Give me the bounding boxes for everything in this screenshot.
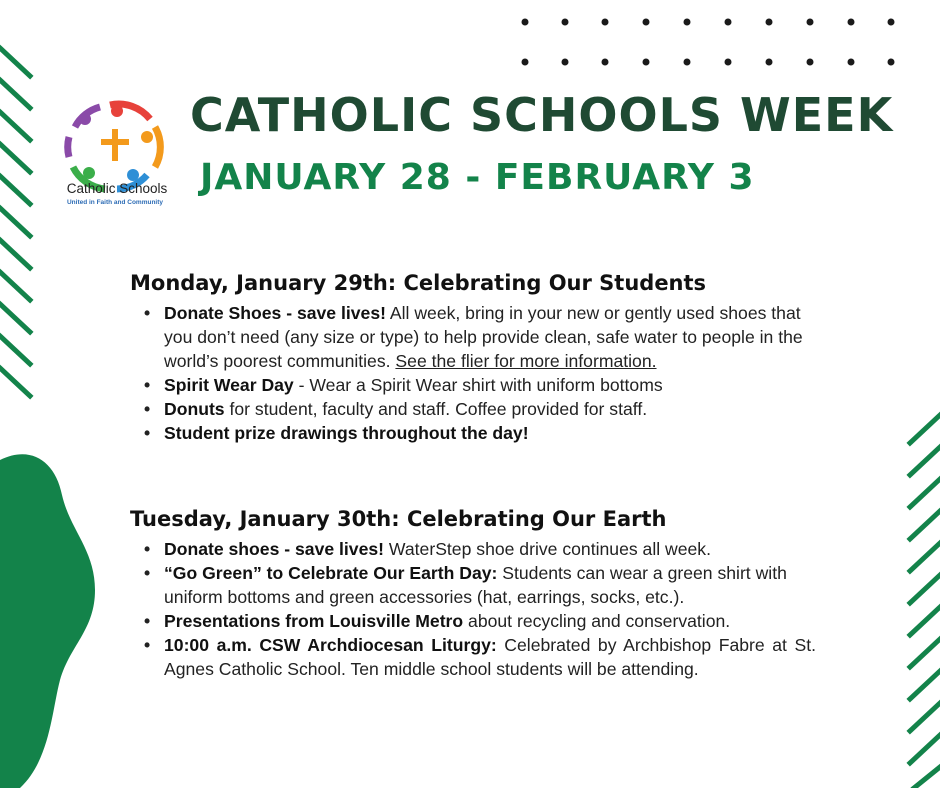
- list-item: • Donate Shoes - save lives! All week, bring in your new or gently used shoes that you don’t need (any size or type) to help provide clean, safe water to people in the world’s poorest communities. See the flier for more information.: [164, 301, 816, 373]
- green-blob-shape: [0, 440, 120, 788]
- right-stripe-pattern: [904, 405, 940, 788]
- list-item: • Donuts for student, faculty and staff. Coffee provided for staff.: [164, 397, 816, 421]
- tuesday-section: [130, 507, 830, 681]
- monday-section: [130, 271, 830, 445]
- list-item: • Presentations from Louisville Metro about recycling and conservation.: [164, 609, 816, 633]
- tuesday-heading: Tuesday, January 30th: Celebrating Our Earth: [130, 507, 667, 531]
- list-item: • 10:00 a.m. CSW Archdiocesan Liturgy: Celebrated by Archbishop Fabre at St. Agnes Catholic School. Ten middle school students will be attending.: [164, 633, 816, 681]
- date-range: JANUARY 28 - FEBRUARY 3: [200, 157, 755, 198]
- tuesday-list: [130, 537, 830, 681]
- list-item: • “Go Green” to Celebrate Our Earth Day: Students can wear a green shirt with uniform bottoms and green accessories (hat, earrings, socks, etc.).: [164, 561, 816, 609]
- list-item: • Donate shoes - save lives! WaterStep shoe drive continues all week.: [164, 537, 816, 561]
- dot-pattern: [515, 12, 915, 72]
- left-stripe-pattern: [0, 40, 40, 420]
- flier-link[interactable]: See the flier for more information.: [395, 351, 657, 371]
- monday-heading: Monday, January 29th: Celebrating Our Students: [130, 271, 707, 295]
- logo-name: Catholic Schools: [66, 181, 168, 196]
- list-item: • Spirit Wear Day - Wear a Spirit Wear shirt with uniform bottoms: [164, 373, 816, 397]
- page-title: CATHOLIC SCHOOLS WEEK: [190, 88, 894, 142]
- list-item: • Student prize drawings throughout the day!: [164, 421, 816, 445]
- logo-tagline: United in Faith and Community: [66, 199, 164, 206]
- monday-list: [130, 301, 830, 445]
